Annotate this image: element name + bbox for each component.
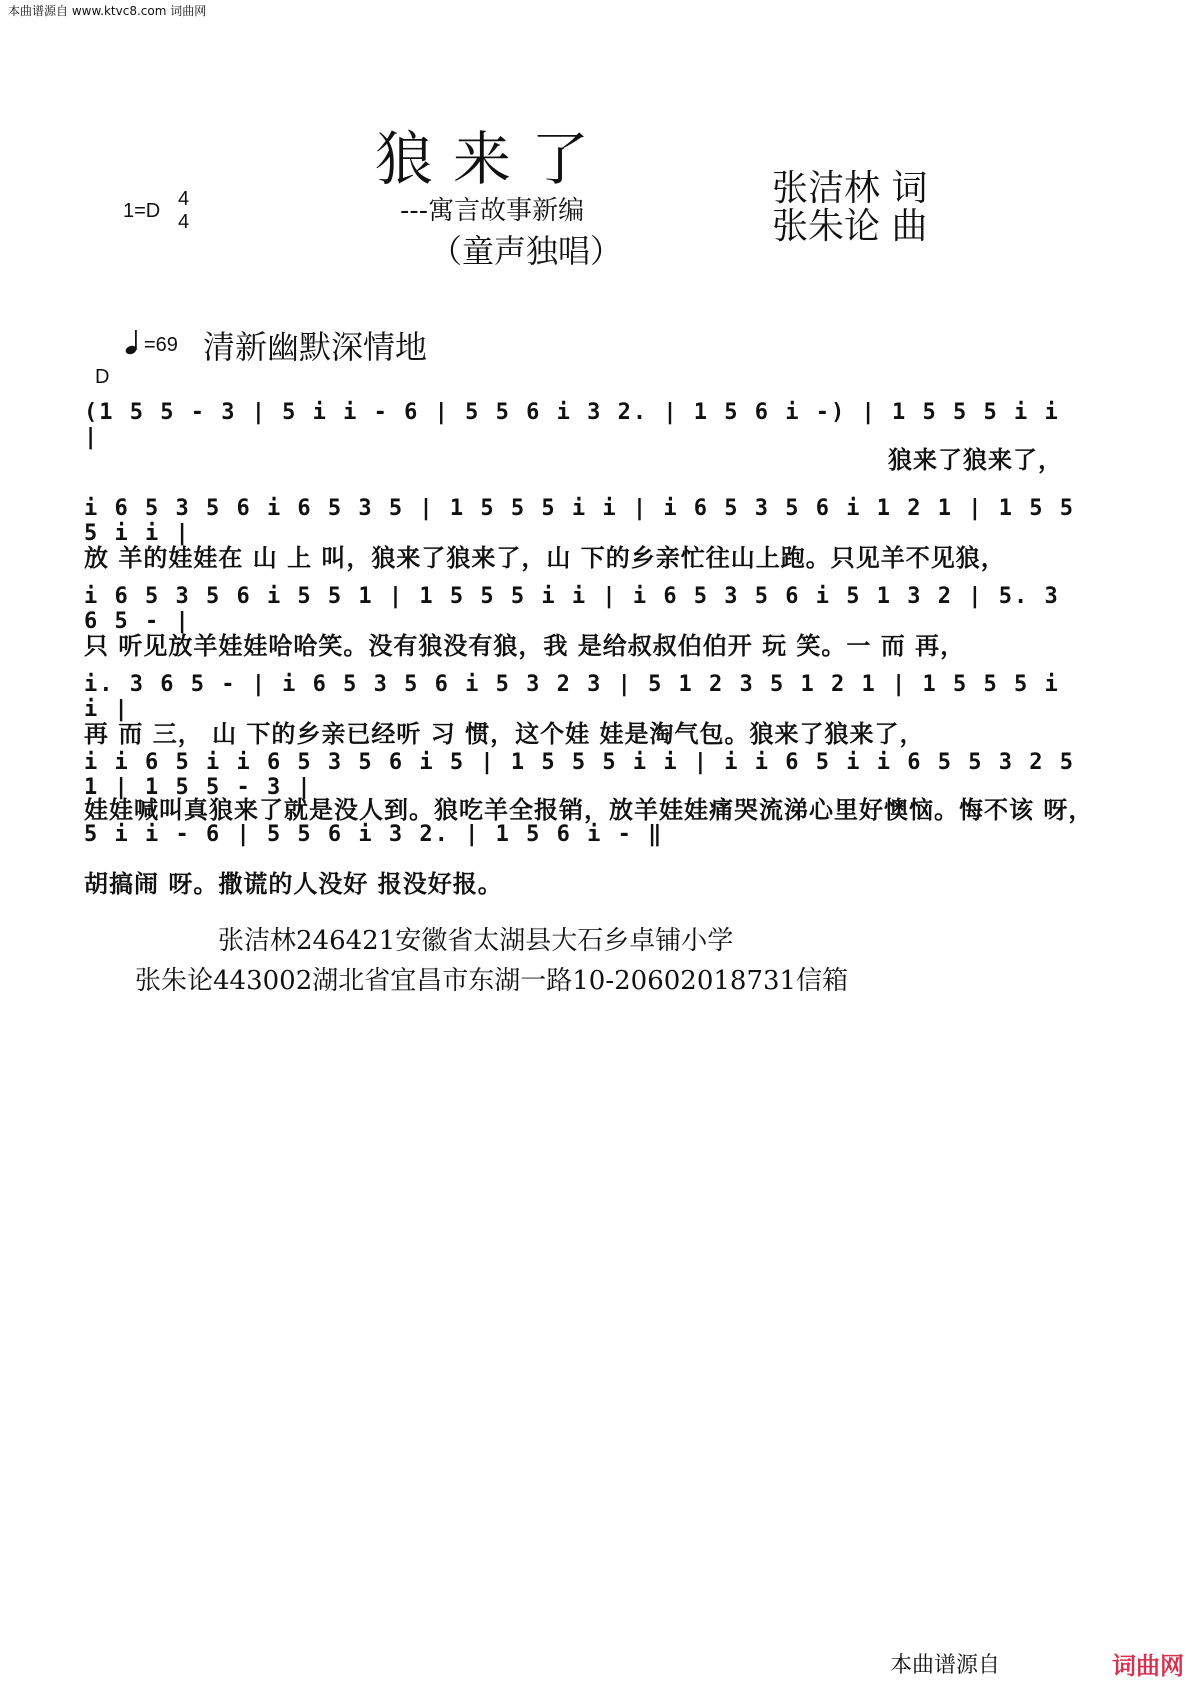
lyrics-line-4: 再 而 三， 山 下的乡亲已经听 习 惯，这个娃 娃是淘气包。狼来了狼来了， — [84, 720, 925, 748]
notation-line-5: i i 6 5 i i 6 5 3 5 6 i 5 | 1 5 5 5 i i | i i 6 5 i i 6 5 5 3 2 5 1 | 1 5 5 - 3 | — [84, 750, 1075, 800]
song-title: 狼来了 — [375, 125, 610, 193]
time-signature-denominator: 4 — [178, 211, 190, 233]
lyrics-line-2: 放 羊的娃娃在 山 上 叫，狼来了狼来了，山 下的乡亲忙往山上跑。只见羊不见狼， — [84, 544, 1006, 572]
lyrics-line-3: 只 听见放羊娃娃哈哈笑。没有狼没有狼，我 是给叔叔伯伯开 玩 笑。一 而 再， — [84, 632, 966, 660]
footer-logo: 词曲网 — [1112, 1652, 1184, 1680]
score-line-3 — [84, 584, 1084, 634]
notation-line-2: i 6 5 3 5 6 i 6 5 3 5 | 1 5 5 5 i i | i 6 5 3 5 6 i 1 2 1 | 1 5 5 5 i i | — [84, 496, 1075, 546]
lyrics-line-1: 狼来了狼来了， — [888, 446, 1063, 474]
notation-line-1: (1 5 5 - 3 | 5 i i - 6 | 5 5 6 i 3 2. | 1 5 6 i -) | 1 5 5 5 i i | — [84, 400, 1060, 450]
expression-marking: 清新幽默深情地 — [203, 328, 428, 366]
performance-type: （童声独唱） — [430, 232, 623, 270]
lyricist-credit: 张洁林 词 — [772, 168, 928, 209]
score-line-1 — [84, 400, 1084, 450]
time-signature-numerator: 4 — [178, 188, 190, 210]
song-subtitle: ---寓言故事新编 — [400, 196, 585, 226]
quarter-note-icon — [125, 328, 143, 356]
footer-source: 本曲谱源自 — [890, 1653, 1001, 1678]
lyrics-line-6: 胡搞闹 呀。撒谎的人没好 报没好报。 — [84, 870, 503, 898]
notation-line-6: 5 i i - 6 | 5 5 6 i 3 2. | 1 5 6 i - ‖ — [84, 822, 664, 847]
contact-lyricist: 张洁林246421安徽省太湖县大石乡卓铺小学 — [218, 926, 734, 956]
source-header: 本曲谱源自 www.ktvc8.com 词曲网 — [8, 4, 207, 18]
score-line-6 — [84, 822, 1084, 856]
score-line-4 — [84, 672, 1084, 722]
chord-symbol: D — [95, 366, 110, 388]
lyrics-line-5: 娃娃喊叫真狼来了就是没人到。狼吃羊全报销，放羊娃娃痛哭流涕心里好懊恼。悔不该 呀， — [84, 796, 1094, 824]
composer-credit: 张朱论 曲 — [772, 206, 928, 247]
key-signature: 1=D — [123, 200, 161, 222]
score-line-5 — [84, 750, 1084, 800]
contact-composer: 张朱论443002湖北省宜昌市东湖一路10-20602018731信箱 — [135, 966, 849, 996]
notation-line-3: i 6 5 3 5 6 i 5 5 1 | 1 5 5 5 i i | i 6 5 3 5 6 i 5 1 3 2 | 5. 3 6 5 - | — [84, 584, 1060, 634]
score-line-2 — [84, 496, 1084, 546]
tempo-value: =69 — [144, 334, 178, 356]
notation-line-4: i. 3 6 5 - | i 6 5 3 5 6 i 5 3 2 3 | 5 1 2 3 5 1 2 1 | 1 5 5 5 i i | — [84, 672, 1060, 722]
